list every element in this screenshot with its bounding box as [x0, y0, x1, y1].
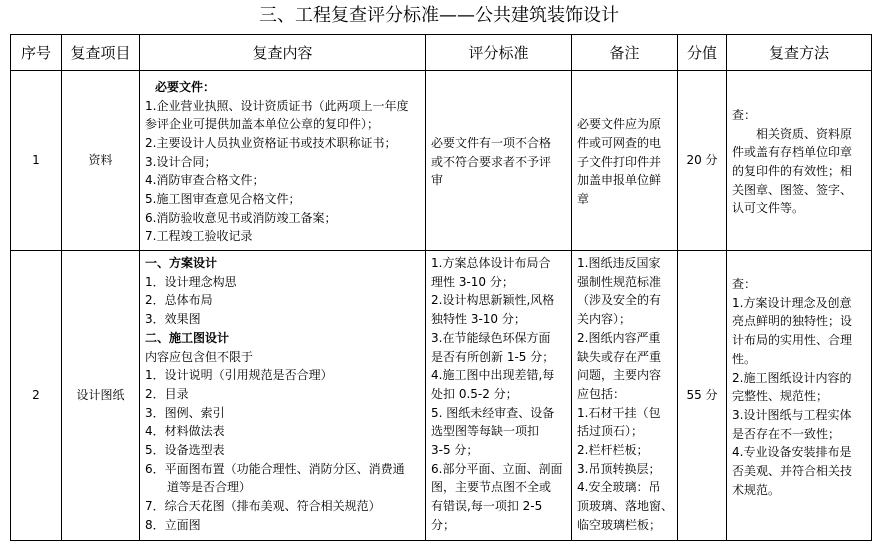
remarks-line: 1.图纸违反国家 — [577, 256, 661, 270]
content-line: 5.施工图审查意见合格文件； — [145, 192, 301, 207]
remarks-line: 章 — [577, 192, 590, 207]
method-line: 的复印件的有效性；相 — [732, 164, 853, 178]
method-line: 查： — [732, 277, 757, 291]
remarks-line: 2.栏杆栏板； — [577, 443, 649, 458]
criteria-line: 图，主要节点图不全或 — [431, 480, 552, 495]
header-no: 序号 — [11, 35, 62, 71]
remarks-line: 强制性规范标准 — [577, 274, 662, 289]
row-score: 55 分 — [678, 251, 727, 541]
row-item: 设计图纸 — [62, 251, 140, 541]
row-content — [140, 71, 426, 251]
remarks-line: 顶玻璃、落地窗、 — [577, 499, 674, 514]
header-item: 复查项目 — [62, 35, 140, 71]
remarks-line: 2.图纸内容严重 — [577, 330, 661, 345]
content-line: 3．效果图 — [145, 312, 201, 327]
method-line: 1.方案设计理念及创意 — [732, 295, 852, 310]
row-criteria — [426, 251, 572, 541]
scoring-table — [10, 34, 872, 541]
criteria-line: 审 — [431, 173, 444, 188]
criteria-line: 3.在节能绿色环保方面 — [431, 330, 551, 345]
content-heading: 必要文件： — [155, 79, 216, 94]
criteria-line: 5. 图纸未经审查、设备 — [431, 405, 555, 420]
content-line: 7.工程竣工验收记录 — [145, 229, 253, 244]
section-heading: 一、方案设计 — [145, 256, 218, 270]
remarks-line: 临空玻璃栏板； — [577, 517, 662, 532]
remarks-line: 问题，主要内容 — [577, 368, 662, 383]
method-line: 相关资质、资料原 — [756, 126, 853, 141]
remarks-line: （涉及安全的有 — [577, 293, 662, 308]
content-line: 1．设计理念构思 — [145, 274, 237, 289]
row-content — [140, 251, 426, 541]
row-number: 1 — [11, 71, 62, 251]
remarks-line: 1.石材干挂（包 — [577, 405, 661, 420]
criteria-line: 分； — [431, 517, 456, 532]
content-line: 内容应包含但不限于 — [145, 349, 254, 364]
content-line: 7．综合天花图（排布美观、符合相关规范） — [145, 499, 381, 514]
row-score: 20 分 — [678, 71, 727, 251]
remarks-line: 缺失或存在严重 — [577, 349, 662, 364]
row-remarks — [572, 251, 678, 541]
content-line: 3.设计合同； — [145, 154, 217, 169]
criteria-line: 理性 3-10 分； — [431, 274, 514, 289]
header-remarks: 备注 — [572, 35, 678, 71]
remarks-line: 3.吊顶转换层； — [577, 461, 661, 476]
header-method: 复查方法 — [727, 35, 872, 71]
method-line: 完整性、规范性； — [732, 389, 829, 404]
criteria-line: 2.设计构思新颖性,风格 — [431, 293, 555, 308]
header-row — [11, 35, 872, 71]
method-line: 术规范。 — [732, 482, 781, 497]
criteria-line: 选型图等每缺一项扣 — [431, 424, 540, 439]
content-line: 道等是否合理） — [167, 480, 252, 495]
method-line: 3.设计图纸与工程实体 — [732, 407, 852, 422]
remarks-line: 子文件打印件并 — [577, 154, 662, 169]
criteria-line: 或不符合要求者不予评 — [431, 154, 552, 169]
row-method — [727, 251, 872, 541]
method-line: 性。 — [732, 351, 757, 366]
page-title: 三、工程复查评分标准——公共建筑装饰设计 — [259, 5, 619, 26]
method-line: 计布局的实用性、合理 — [732, 333, 853, 348]
method-line: 认可文件等。 — [732, 201, 805, 216]
remarks-line: 4.安全玻璃：吊 — [577, 480, 661, 495]
criteria-line: 处扣 0.5-2 分； — [431, 386, 518, 401]
content-line: 5．设备选型表 — [145, 443, 225, 458]
content-line: 6.消防验收意见书或消防竣工备案； — [145, 210, 337, 225]
content-line: 2．目录 — [145, 386, 189, 401]
section-heading: 二、施工图设计 — [145, 330, 230, 345]
content-line: 2．总体布局 — [145, 293, 213, 308]
content-line: 4．材料做法表 — [145, 424, 225, 439]
criteria-line: 有错误,每一项扣 2-5 — [431, 499, 543, 514]
criteria-line: 必要文件有一项不合格 — [431, 135, 552, 150]
method-line: 4.专业设备安装排布是 — [732, 445, 852, 460]
method-line: 件或盖有存档单位印章 — [732, 145, 853, 160]
method-line: 2.施工图纸设计内容的 — [732, 370, 852, 385]
method-line: 是否存在不一致性； — [732, 426, 841, 441]
criteria-line: 1.方案总体设计布局合 — [431, 256, 551, 270]
criteria-line: 是否有所创新 1-5 分； — [431, 349, 555, 364]
content-line: 1.企业营业执照、设计资质证书（此两项上一年度 — [145, 98, 409, 113]
row-item: 资料 — [62, 71, 140, 251]
content-line: 参评企业可提供加盖本单位公章的复印件）； — [145, 117, 380, 132]
remarks-line: 应包括： — [577, 386, 626, 401]
criteria-line: 独特性 3-10 分； — [431, 312, 526, 327]
method-line: 查： — [732, 107, 757, 122]
content-line: 3．图例、索引 — [145, 405, 225, 420]
header-score: 分值 — [678, 35, 727, 71]
row-number: 2 — [11, 251, 62, 541]
table-row-documents — [11, 71, 872, 251]
content-line: 6．平面图布置（功能合理性、消防分区、消费通 — [145, 461, 405, 476]
method-line: 关图章、图签、签字、 — [732, 182, 853, 197]
row-criteria — [426, 71, 572, 251]
remarks-line: 必要文件应为原 — [577, 117, 662, 132]
remarks-line: 件或可网查的电 — [577, 135, 662, 150]
remarks-line: 加盖申报单位鲜 — [577, 173, 662, 188]
criteria-line: 6.部分平面、立面、剖面 — [431, 461, 563, 476]
content-line: 8．立面图 — [145, 517, 201, 532]
content-line: 1．设计说明（引用规范是否合理） — [145, 368, 333, 383]
content-line: 2.主要设计人员执业资格证书或技术职称证书； — [145, 135, 397, 150]
method-line: 否美观、并符合相关技 — [732, 464, 853, 479]
criteria-line: 4.施工图中出现差错,每 — [431, 368, 555, 383]
remarks-line: 括过顶石）； — [577, 424, 644, 439]
method-line: 亮点鲜明的独特性；设 — [732, 314, 853, 329]
criteria-line: 3-5 分； — [431, 443, 479, 458]
row-remarks — [572, 71, 678, 251]
remarks-line: 关内容）； — [577, 312, 632, 327]
row-method — [727, 71, 872, 251]
content-line: 4.消防审查合格文件； — [145, 173, 265, 188]
table-row-drawings — [11, 251, 872, 541]
header-content: 复查内容 — [140, 35, 426, 71]
header-criteria: 评分标准 — [426, 35, 572, 71]
